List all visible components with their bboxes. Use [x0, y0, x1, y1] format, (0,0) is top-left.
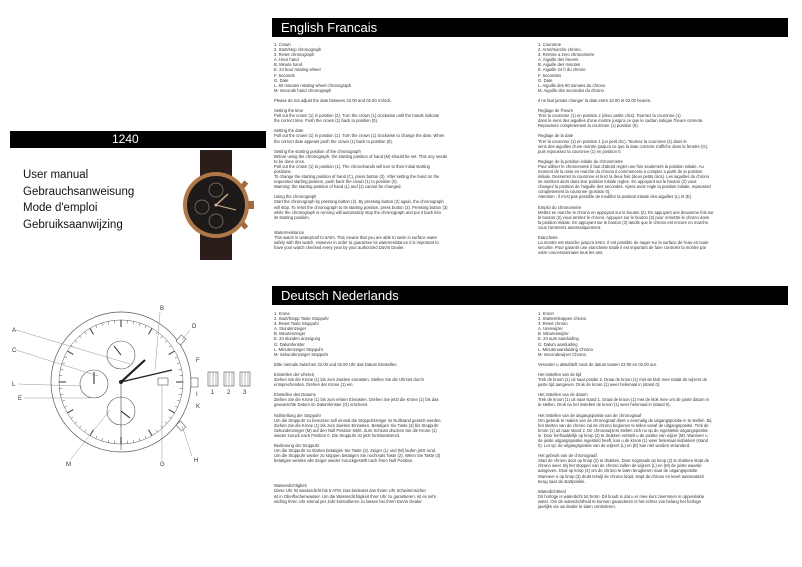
text-line: Using the chronograph: [274, 194, 317, 200]
text-line: A. Aiguille des heures: [538, 57, 579, 63]
french-instructions: [538, 42, 788, 255]
dial-tick: [102, 438, 103, 441]
text-line: Il ne faut jamais changer la date entre 22.00 et 02.00 heures.: [538, 97, 652, 103]
text-line: Nullstellung der Stoppuhr: [274, 412, 322, 418]
dial-tick: [169, 410, 175, 414]
text-line: L. Minutenaanduiding Chrono: [538, 346, 593, 352]
text-line: 1. Kroon: [538, 311, 554, 316]
text-line: E. 24 uurs aanduiding: [538, 336, 579, 342]
diagram-crown: [191, 378, 198, 387]
dial-tick: [80, 336, 82, 338]
text-line: Etancheite: [538, 235, 558, 240]
text-line: juiste tijd aangeven. Druk de kroon (1) weer helemaal in (stand 0).: [538, 382, 661, 388]
text-line: L. Aiguille des 60 minutes du chrono: [538, 82, 606, 88]
text-line: te stellen. Druk na het instellen de kroon (1) weer helemaal in (stand 0).: [538, 402, 671, 408]
manual-title-list: [23, 167, 163, 233]
text-line: se mettront alors dans leur position initiale reglee. En appuyant sur le bouton (2) vous: [538, 179, 697, 185]
diagram-subdials: [80, 341, 135, 425]
label-f: F: [196, 358, 200, 364]
text-line: de juiste uitgangspositie ingesteld heeft, kan u de kroon (1) weer helemaal indrukken (stand: [538, 437, 708, 443]
dial-tick: [179, 394, 182, 395]
german-dutch-banner: Deutsch Nederlands: [272, 286, 788, 305]
text-line: Het instellen van de datum: [538, 392, 588, 398]
dial-tick: [139, 438, 140, 441]
text-line: A. Urenwijzer: [538, 326, 563, 332]
text-line: 2. Start/Stopp Taste Stoppuhr: [274, 316, 329, 322]
manual-title-dutch: Gebruiksaanwijzing: [23, 218, 123, 231]
manual-title-german: Gebrauchsanweisung: [23, 185, 135, 198]
text-line: 1. Krone: [274, 311, 290, 316]
text-line: E. Aiguille 24 h du chrono: [538, 67, 586, 73]
text-line: terug naar de startpositie.: [538, 478, 586, 484]
label-i: I: [196, 392, 198, 398]
label-e: E: [18, 396, 23, 402]
text-line: water. Om de waterdichtheid te kunnen garanderen is het echter van belang het horloge: [538, 498, 701, 504]
text-line: B. Minutenzeiger: [274, 331, 306, 337]
photo-hand-pin: [215, 204, 218, 207]
text-line: G. Datumfenster: [274, 341, 305, 347]
text-line: wichtig Ihren Uhr einmal per Jahr kontrollieren zu lassen bei Ihren DaVin Dealer.: [274, 498, 423, 504]
text-line: 2. Start/stop chronograph: [274, 47, 322, 53]
text-line: Trek de kroon (1) uit naar stand 1. Draai de kroon (1) met de klok mee om de juiste datum in: [538, 397, 709, 403]
text-line: Verander u alstublieft nooit de datum tussen 22.00 en 02.00 uur.: [538, 361, 657, 367]
manual-title-french: Mode d'emploi: [23, 202, 98, 215]
diagram-case-buttons: [176, 335, 201, 431]
text-line: 1. Crown: [274, 42, 291, 47]
text-line: Sekundenzeiger (M) auf den Null Position steht. Zum Schluss drucken Sie die Krone (1): [274, 427, 437, 433]
dutch-instructions: [538, 311, 788, 509]
dial-tick: [64, 357, 67, 358]
diagram-pusher-bottom: [176, 421, 186, 431]
text-line: la position initiale. En appuyant sur le bouton (3) tandis que le chrono est encore en marche,: [538, 219, 710, 225]
dial-tick: [177, 363, 180, 364]
text-line: To change the starting position of hand (C), press button (2). After setting the hand on the: [274, 174, 440, 180]
text-line: Ziehen Sie die Krone (1) bis zum zweiten einrasten. Stellen Sie die Uhrzeit durch: [274, 377, 424, 383]
english-french-banner: English Francais: [272, 18, 788, 37]
dial-tick: [165, 341, 167, 343]
text-line: G. Datum aanduiding: [538, 341, 578, 347]
text-line: wieder zuruck nach Position 0. Die Stoppuhr ist jetzt funktionsbereit.: [274, 432, 401, 438]
text-line: 2. Arret/marche chrono.: [538, 47, 582, 53]
text-line: Setting the date: [274, 128, 304, 134]
text-line: 0). Let op: de uitgangspositie van de wijzers (L) en (E) kan niet worden veranderd.: [538, 443, 691, 449]
text-line: Ziehen Sie die Krone (1) bis zum ersten Einrasten. Drehen Sie jetzt die Krone (1) bis das: [274, 397, 439, 403]
text-line: E. 24 stunden anzeigung: [274, 336, 321, 342]
text-line: Wasserdichtigkeit: [274, 483, 307, 489]
dial-tick: [169, 351, 175, 355]
text-line: La montre est etanche jusqu'a 5Atm. Il est possible de nager sur la surface de l'eau en toute: [538, 240, 709, 246]
text-line: M. Aiguille des secondes du chrono: [538, 87, 604, 93]
text-line: Het instellen van de uitgangspositie van de chronograaf: [538, 412, 642, 418]
text-line: Reglage de l'heure: [538, 108, 574, 114]
text-line: dans le sens des aiguilles d'une montre jusqu'a ce que le cadran indique l'heure correcte.: [538, 118, 704, 124]
text-line: This watch is waterproof to 5Atm. This means that you are able to swim in surface water: [274, 234, 438, 240]
text-line: Attention : il n'est pas possible de modifier la position initiale des aiguilles (L) et (E).: [538, 194, 693, 200]
text-line: puis repoussez la couronne (1) en position 0.: [538, 148, 622, 154]
dial-tick: [139, 323, 140, 326]
label-g: G: [160, 462, 165, 468]
text-line: Reglage de la position initiale du chronometre: [538, 158, 623, 164]
label-h: H: [194, 458, 199, 464]
dial-tick: [60, 369, 63, 370]
text-line: aangeven. Druk op knop (3) om de chrono te laten terugkeren naar de uitgangspositie.: [538, 468, 699, 474]
text-line: Het gebruik van de chronograaf: [538, 453, 597, 459]
text-line: while the chronograph is running will automaticly stop the chronograph and put it back into: [274, 209, 441, 215]
dial-tick: [90, 328, 94, 334]
dial-tick: [175, 406, 178, 407]
text-line: safely with this watch. However in order to guarantee its waterresistance it is important to: [274, 240, 439, 245]
dial-tick: [175, 357, 178, 358]
text-line: ist in Oberflachenwasser. Um die Wasserdichtigkeit Ihrer Uhr zu garantieren, ist es sehr: [274, 493, 437, 499]
text-line: 3. Reset Taste Stoppuhr: [274, 321, 319, 327]
text-line: Tirer la couronne (1) en position 1 (un petit clic). Tournez la couronne (1) dans le: [538, 138, 687, 144]
text-line: Bitte niemals zwischen 22.00 und 02.00 Uhr das Datum Einstellen.: [274, 361, 398, 367]
dial-tick: [67, 410, 73, 414]
crown-position-label-1: 1: [211, 390, 215, 396]
watch-product-photo: [166, 150, 266, 260]
text-line: Repoussez completement la couronne (1) position (0).: [538, 123, 639, 129]
dial-tick: [108, 321, 109, 324]
dial-tick: [165, 421, 167, 423]
text-line: A. Stundenzeiger: [274, 326, 307, 332]
text-line: Pull out the crown (1) in position (2). Turn the crown (1) clockwise until the hands indicate: [274, 113, 440, 119]
dial-tick: [75, 421, 77, 423]
text-line: in. Door herhaaldelijk op knop (2) te drukken verstelt u de positie van wijzer (M). Wanneer u: [538, 432, 708, 438]
text-line: Pour utiliser le chronometre il faut d'abord regler une fois seulement la position initiale. Au: [538, 163, 704, 169]
text-line: E. 24 hour rotating wheel: [274, 67, 321, 73]
dial-tick: [156, 430, 158, 432]
manual-title-english: User manual: [23, 169, 89, 181]
text-line: G. Date: [538, 77, 553, 83]
dial-tick: [71, 417, 73, 419]
text-line: Pull out the crown (1) in position (1). Turn the crown (1) clockwise to change the date. When: [274, 133, 445, 139]
text-line: L. Minutenzeiger Stoppuhr: [274, 346, 324, 352]
text-line: votre concessionnaire tous les ans.: [538, 250, 604, 256]
text-line: Start de chrono door op knop (2) te drukken. Door nogmaals op knop (2) te drukken stopt de: [538, 458, 710, 464]
text-line: Setting the starting position of the chronograph: [274, 148, 361, 154]
text-line: M. Sekundenzeiger Stoppuhr: [274, 351, 329, 357]
text-line: the correct time. Push the crown (1) back to position (0).: [274, 118, 379, 124]
text-line: 3. Reset chronograph: [274, 52, 315, 58]
dial-tick: [160, 336, 162, 338]
text-line: Pull out the crown (1) to position (1). The chronohands will turn to their initial starting: [274, 163, 430, 169]
label-a: A: [12, 328, 17, 334]
text-line: Trek de kroon (1) uit naar positie 2. Draai de kroon (1) met de klok mee totdat de wijzers de: [538, 377, 708, 383]
text-line: Tirer la couronne (1) en position 2 (deux petits clics). Tournez la couronne (1): [538, 113, 681, 119]
dial-tick: [177, 400, 180, 401]
text-line: F. Seconds: [274, 72, 295, 78]
text-line: Ziehen Sie die Krone (1) bis zum zweiten Einrasten. Betatigen Sie Taste (3) bis Stoppuhr: [274, 422, 439, 428]
text-line: 2. Starten/stoppen chrono: [538, 316, 587, 322]
text-line: Start the chronograph by pressing button (2). By pressing button (2) again, the chronograph: [274, 199, 444, 205]
text-line: Um die Stoppuhr zu starten betatigen Sie Taste (2). Zeiger (L) und (M) laufen jetzt rund.: [274, 448, 437, 454]
text-line: initiale. Desserrez la couronne et tirez la deux fois (deux petits clics). Les aiguilles du chrono: [538, 174, 710, 180]
dial-tick: [60, 394, 63, 395]
text-line: its starting position.: [274, 214, 310, 220]
label-k: K: [196, 404, 201, 410]
text-line: vous l'arreterez automatiquement.: [538, 224, 602, 230]
dial-tick: [145, 436, 146, 439]
text-line: Um die Stoppuhr wieder zu stoppen betatigen Sie nochmals Taste (2). Wenn Sie Taste (3): [274, 453, 441, 459]
dial-tick: [67, 351, 73, 355]
text-line: Het instellen van de tijd: [538, 371, 582, 377]
crown-position-label-3: 3: [243, 390, 247, 396]
text-line: B. Minute hand: [274, 62, 303, 68]
dial-tick: [149, 328, 153, 334]
watch-crown: [248, 201, 254, 209]
diagram-hand-pin: [119, 380, 123, 384]
text-line: positions.: [274, 168, 292, 174]
dial-tick: [62, 400, 65, 401]
text-line: le bouton (2) vous arretez le chrono. Appuyez sur le bouton (3) pour remettre le chrono dans: [538, 214, 710, 220]
dial-tick: [169, 346, 171, 348]
diagram-callout-labels: [12, 306, 200, 468]
text-line: Om gebruik te maken van de chronograaf dient u eenmalig de uitgangspositie in te stellen. Bij: [538, 417, 712, 423]
label-d: D: [192, 324, 197, 330]
dial-tick: [169, 417, 171, 419]
text-line: Bedienung der Stoppuhr: [274, 442, 320, 448]
text-line: L. 60 minutes rotating wheel chronograph: [274, 82, 352, 88]
text-line: M. Secondewijzer Chrono: [538, 351, 586, 357]
text-line: Einstellen der Uhrzeit: [274, 371, 314, 377]
text-line: B. Minutenwijzer: [538, 331, 569, 337]
text-line: Setting the time: [274, 108, 304, 114]
text-line: the correct date appears push the crown (1) back to position (0).: [274, 138, 393, 144]
text-line: betatigen werden alle Zeiger wieder zuruckgestellt nach ihren Null Position.: [274, 458, 414, 464]
dial-tick: [102, 323, 103, 326]
text-line: completement la couronne (position 0).: [538, 189, 611, 195]
text-line: entsprechendes. Drehen der Krone (1) ein.: [274, 382, 354, 388]
text-line: Um die Stoppuhr zu benutzen soll einmal die Stoppuhrzeiger im Nullstand gesetzt werden.: [274, 417, 442, 423]
text-line: 3. Remise a zero chronometre: [538, 52, 595, 58]
text-line: to be done once.: [274, 158, 306, 164]
text-line: sens des aiguilles d'une montre jusqu'a ce que la date correcte s'affiche dans la fenetre (G),: [538, 143, 709, 149]
text-line: Dit horloge is waterdicht tot 5Atm. Dit houdt in dat u er mee kunt zwemmen in oppervlakte: [538, 493, 705, 499]
english-instructions: [274, 42, 524, 250]
label-c: C: [12, 348, 17, 354]
dial-tick: [80, 426, 82, 428]
text-line: B. Aiguille des minutes: [538, 62, 581, 68]
label-b: B: [160, 306, 165, 312]
model-number-banner: 1240: [10, 131, 266, 148]
text-line: securite. Pour garantir une etancheite totale il est important de faire controler la montre par: [538, 245, 707, 251]
text-line: will stop. To reset the chronograph to its starting position, press button (3). Pressing button (3): [274, 204, 448, 210]
text-line: Wanneer u op knop (3) drukt terwijl de chrono loopt, stopt de chrono en keert automatisch: [538, 473, 705, 479]
label-l: L: [12, 382, 16, 388]
text-line: Warning: the starting position of hand (L) and (J) cannot be changed.: [274, 184, 402, 190]
dial-tick: [62, 363, 65, 364]
text-line: requested starting position, push back the crown (1) to position (0).: [274, 179, 398, 185]
text-line: 1. Couronne: [538, 42, 562, 47]
crown-position-label-2: 2: [227, 390, 231, 396]
diagram-subdial-bottom-hand: [121, 411, 130, 418]
text-line: het starten van de chrono zal de chrono beginnen te tellen vanaf de uitgangspositie. Trek de: [538, 422, 709, 428]
text-line: A. Hour hand: [274, 57, 299, 63]
text-line: Diese Uhr ist wasserdicht bis 5 ATM. Das bedeutet das Ihnen Uhr Schwimmsicher: [274, 488, 426, 494]
dial-tick: [108, 440, 109, 443]
label-m: M: [66, 462, 71, 468]
dial-tick: [75, 341, 77, 343]
text-line: M. Seconds hand chronograph: [274, 87, 332, 93]
text-line: chrono weer. Bij het stoppen van de chrono zullen de wijzers (L) en (M) de juiste waarde: [538, 463, 702, 469]
text-line: Mettez en marche le chrono en appuyant sur le bouton (2). En appuyant une deuxieme fois sur: [538, 209, 714, 215]
diagram-hands: [94, 346, 172, 450]
diagram-date-window: [158, 378, 168, 385]
dial-tick: [64, 406, 67, 407]
crown-positions-diagram: [204, 362, 264, 402]
dial-tick: [149, 430, 153, 436]
text-line: jaarlijks via uw dealer te laten controleren.: [538, 504, 616, 509]
diagram-subdial-top-hand: [114, 346, 121, 355]
text-line: kroon (1) uit naar stand 2. De chronowijzers stellen zich nu op de ingestelde uitgangspositie: [538, 427, 708, 433]
german-instructions: [274, 311, 524, 504]
dial-tick: [179, 369, 182, 370]
dial-tick: [133, 440, 134, 443]
text-line: Waterresistance: [274, 229, 305, 235]
text-line: have your watch checked every year by your authorized DaVin Dealer.: [274, 245, 405, 251]
text-line: Reglage de la date: [538, 133, 574, 139]
dial-tick: [145, 325, 146, 328]
diagram-pusher-top: [176, 335, 186, 345]
dial-tick: [96, 436, 97, 439]
text-line: Emploi du chronometre: [538, 204, 582, 210]
text-line: F. Secondes: [538, 72, 562, 78]
text-line: Waterdichtheid: [538, 488, 566, 494]
dial-tick: [133, 321, 134, 324]
dial-tick: [85, 430, 87, 432]
text-line: gewunschte Datum im Datumfenster (G) erscheint.: [274, 402, 369, 408]
text-line: moment de la mise en marche du chrono il commencera a compter a partir de la position: [538, 168, 703, 174]
text-line: Before using the chronograph, the starting position of hand (M) should be set. This ony needs: [274, 153, 448, 159]
text-line: G. Date: [274, 77, 289, 83]
text-line: Please do not adjust the date between 22.00 and 02.00 o'clock.: [274, 97, 392, 103]
diagram-callout-lines: [16, 312, 192, 460]
text-line: changez la position de l'aiguille des secondes. Apres avoir regle la position initiale, repoussez: [538, 184, 712, 190]
text-line: 3. Reset chrono: [538, 321, 568, 327]
text-line: Einstellen des Datums: [274, 392, 316, 398]
dial-tick: [156, 332, 158, 334]
dial-tick: [96, 325, 97, 328]
dial-tick: [85, 332, 87, 334]
